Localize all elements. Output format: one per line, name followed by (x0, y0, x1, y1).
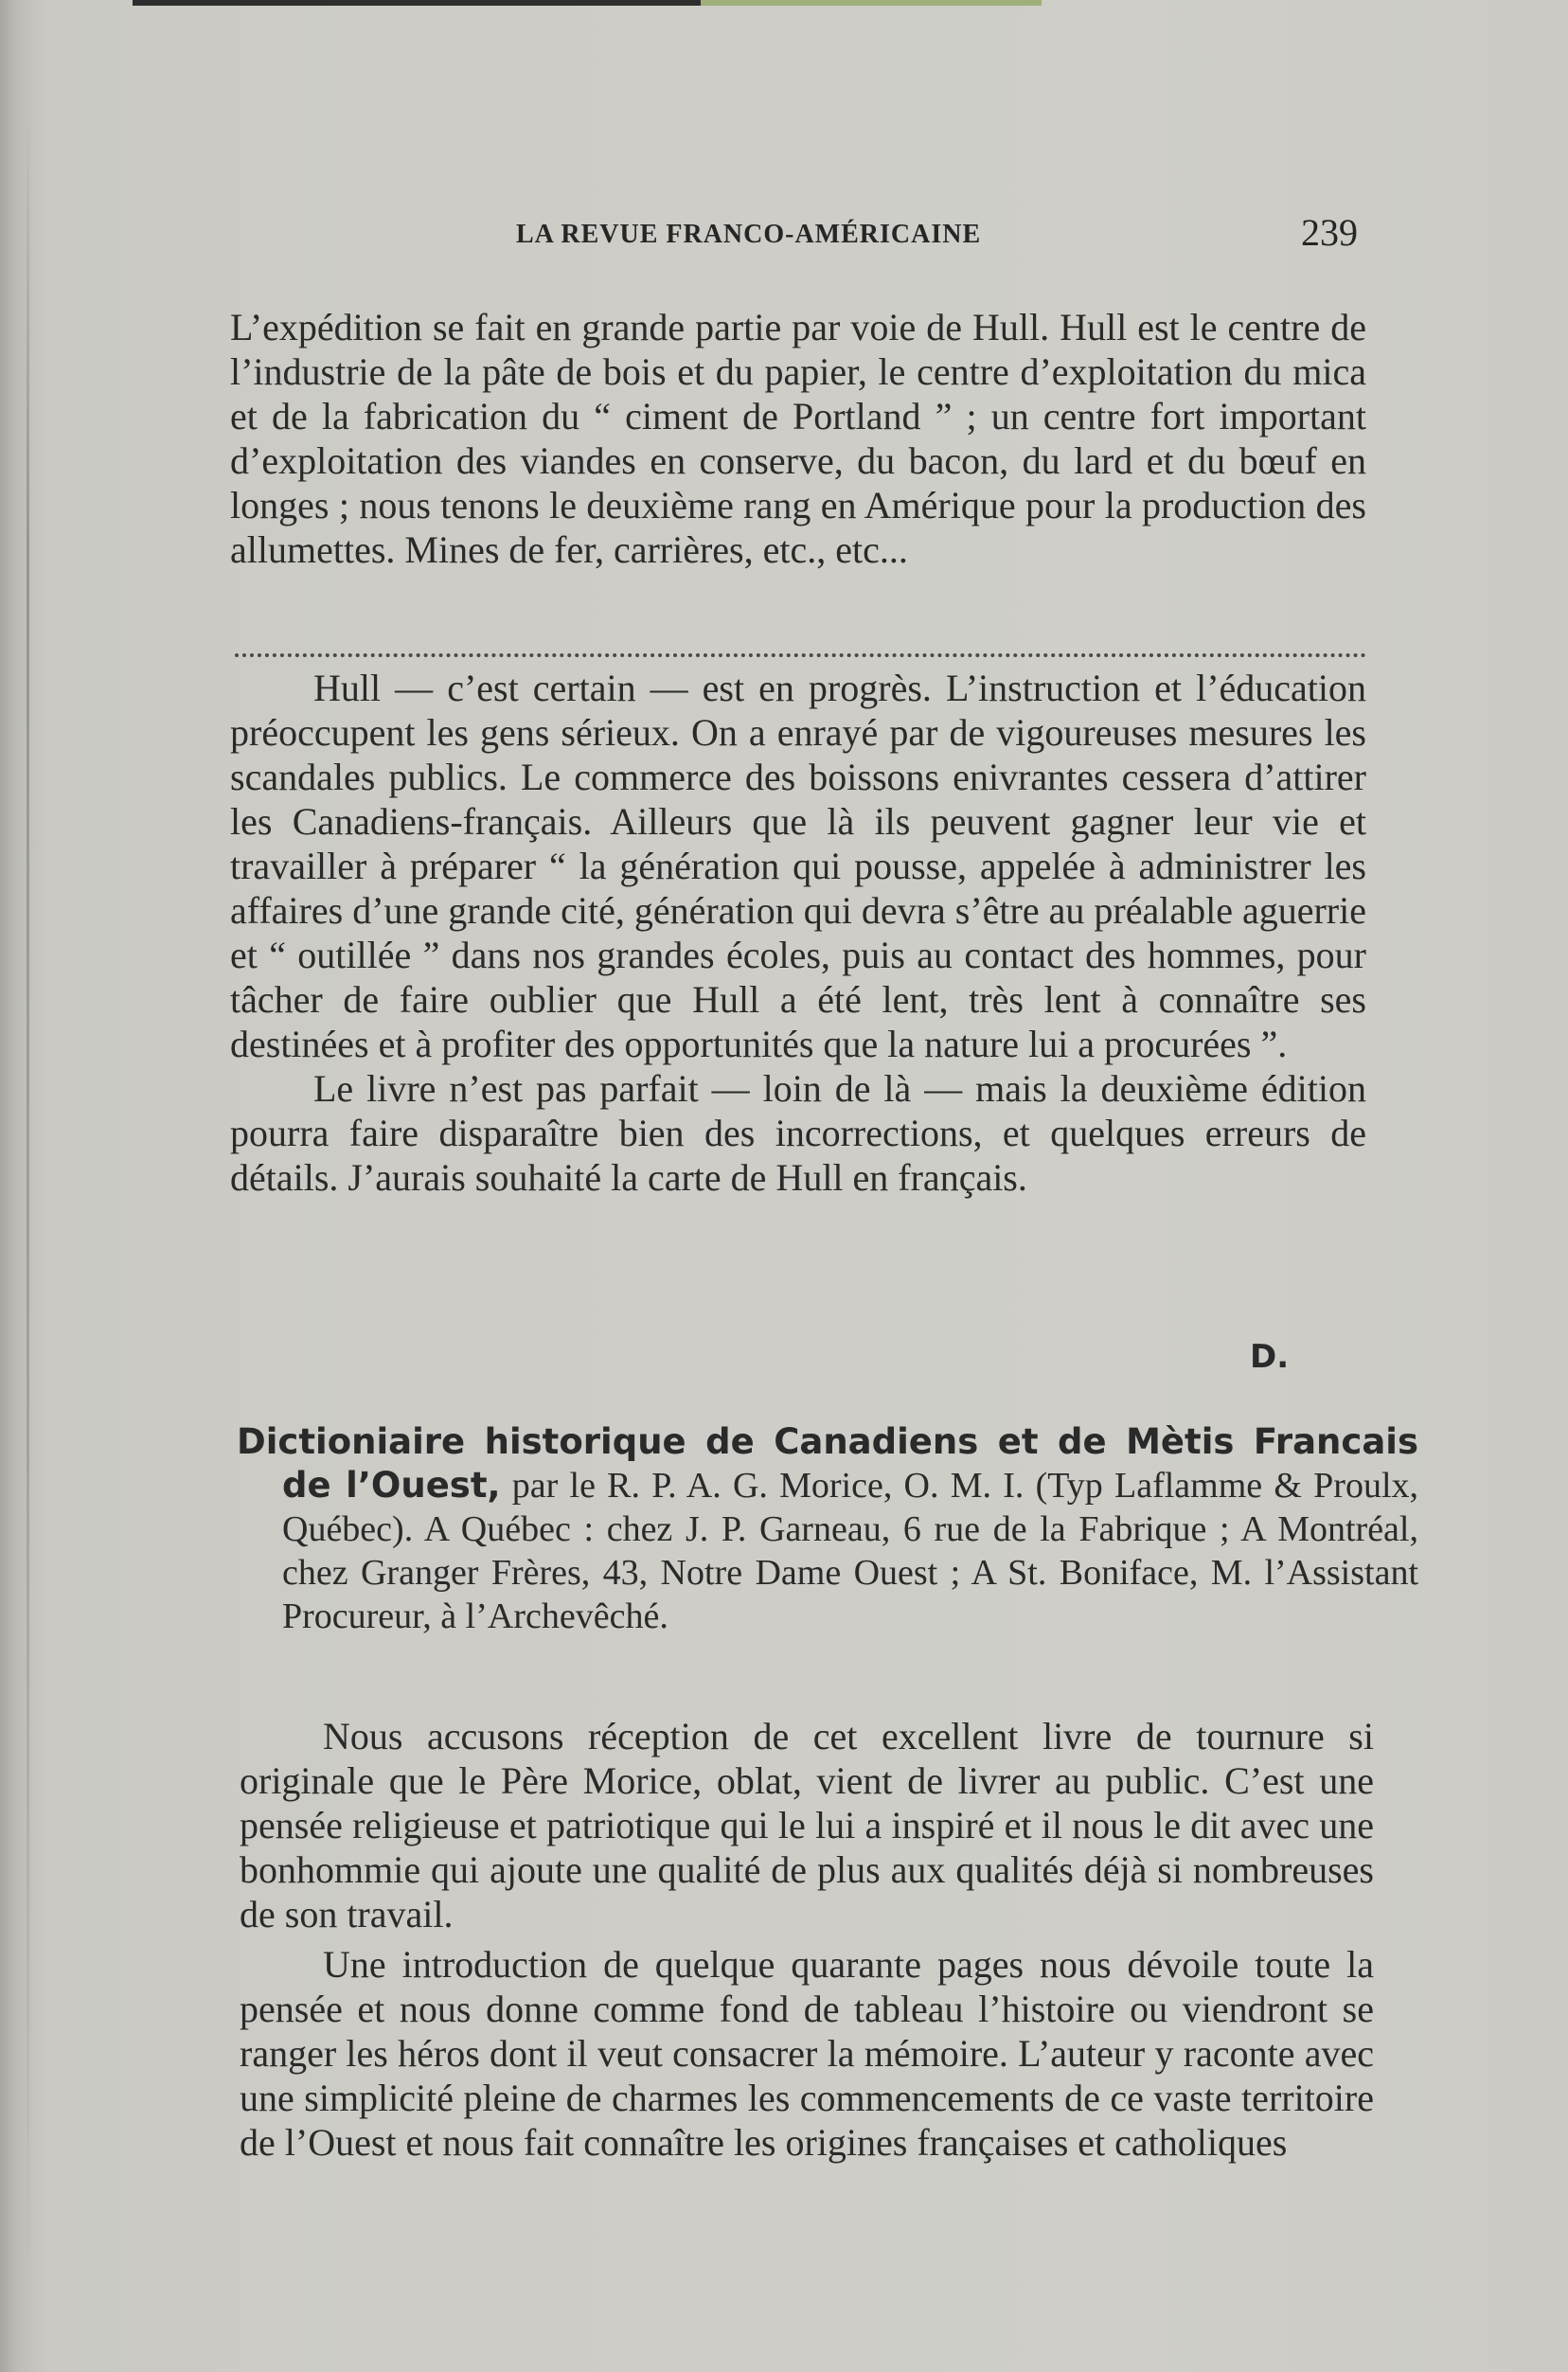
entry-details: par le R. P. A. G. Morice, O. M. I. (Typ Laflamme & Proulx, Québec). A Québec : chez J. P. Garneau, 6 rue de la Fabrique ; A Montréal, chez Granger Frères, 43, Notre Dame Ouest ; A St. Boniface, M. l’Assistant Procureur, à l’Archevêché. (282, 1466, 1418, 1636)
dotted-separator (235, 634, 1366, 657)
body-block-2 (230, 666, 1366, 1200)
top-edge-tab (701, 0, 1042, 6)
entry-title: Dictioniaire historique de Canadiens et de Mètis Francais de l’Ouest, (237, 1421, 1418, 1506)
page-header (516, 211, 1358, 254)
paragraph-progress: Hull — c’est certain — est en progrès. L’instruction et l’éducation préoccupent les gens sérieux. On a enrayé par de vigoureuses mesures les scandales publics. Le commerce des boissons enivrantes cessera d’attirer les Canadiens-français. Ailleurs que là ils peuvent gagner leur vie et travailler à préparer “ la génération qui pousse, appelée à administrer les affaires d’une grande cité, génération qui devra s’être au préalable aguerrie et “ outillée ” dans nos grandes écoles, puis au contact des hommes, pour tâcher de faire oublier que Hull a été lent, très lent à connaître ses destinées et à profiter des opportunités que la nature lui a procurées ”. (230, 667, 1366, 1065)
review-paragraph-2: Une introduction de quelque quarante pages nous dévoile toute la pensée et nous donne comme fond de tableau l’histoire ou viendront se ranger les héros dont il veut consacrer la mémoire. L’auteur y raconte avec une simplicité pleine de charmes les commencements de ce vaste territoire de l’Ouest et nous fait connaître les origines françaises et catholiques (240, 1943, 1374, 2164)
review-block (240, 1714, 1374, 2165)
author-signature: D. (1250, 1338, 1290, 1376)
paragraph-expedition: L’expédition se fait en grande partie par voie de Hull. Hull est le centre de l’industrie de la pâte de bois et du papier, le centre d’exploitation du mica et de la fabrication du “ ciment de Portland ” ; un centre fort important d’exploitation des viandes en conserve, du bacon, du lard et du bœuf en longes ; nous tenons le deuxième rang en Amérique pour la production des allumettes. Mines de fer, carrières, etc., etc... (230, 306, 1366, 571)
paragraph-book-critique: Le livre n’est pas parfait — loin de là — mais la deuxième édition pourra faire disparaître bien des incorrections, et quelques erreurs de détails. J’aurais souhaité la carte de Hull en français. (230, 1067, 1366, 1199)
running-title: LA REVUE FRANCO-AMÉRICAINE (516, 220, 982, 249)
body-block-1 (230, 305, 1366, 572)
page-gutter-shadow (27, 114, 29, 2292)
review-paragraph-1: Nous accusons réception de cet excellent livre de tournure si originale que le Père Morice, oblat, vient de livrer au public. C’est une pensée religieuse et patriotique qui le lui a inspiré et il nous le dit avec une bonhommie qui ajoute une qualité de plus aux qualités déjà si nombreuses de son travail. (240, 1715, 1374, 1935)
page-number: 239 (1301, 211, 1358, 254)
top-edge-shadow (133, 0, 701, 6)
bibliographic-entry (237, 1420, 1418, 1638)
